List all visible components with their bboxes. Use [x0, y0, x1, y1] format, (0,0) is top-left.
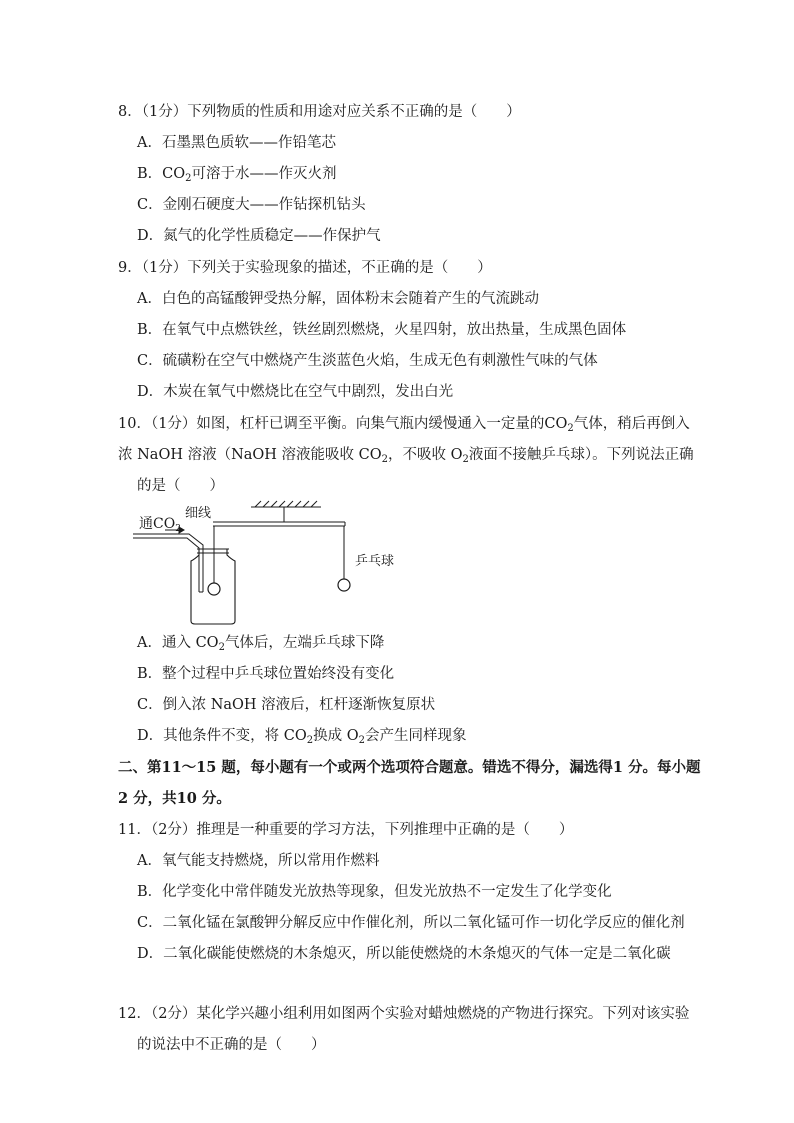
q10-option-b: B．整个过程中乒乓球位置始终没有变化 [137, 666, 395, 682]
ceiling-support [251, 501, 321, 522]
q8-option-d: D．氮气的化学性质稳定——作保护气 [137, 228, 381, 244]
q10-stem-line2: 浓 NaOH 溶液（NaOH 溶液能吸收 $CO_2$，不吸收 $O_2$液面不接触乒乓球）。下列说法正确 [118, 447, 694, 465]
q8-option-a: A．石墨黑色质软——作铅笔芯 [137, 135, 336, 151]
left-ping-pong-ball [208, 583, 220, 595]
q9-option-b: B．在氧气中点燃铁丝，铁丝剧烈燃烧，火星四射，放出热量，生成黑色固体 [137, 322, 627, 338]
q8-option-c: C．金刚石硬度大——作钻探机钻头 [137, 197, 366, 213]
fig-label-thread: 细线 [185, 506, 212, 521]
q11-stem: 11．（2分）推理是一种重要的学习方法，下列推理中正确的是（ ） [118, 822, 574, 838]
q12-stem-line1: 12．（2分）某化学兴趣小组利用如图两个实验对蜡烛燃烧的产物进行探究。下列对该实验 [118, 1006, 690, 1022]
q11-option-a: A．氧气能支持燃烧，所以常用作燃料 [137, 853, 380, 869]
q8-option-b: B．$CO_2$可溶于水——作灭火剂 [137, 166, 337, 184]
q10-stem-line1: 10．（1分）如图，杠杆已调至平衡。向集气瓶内缓慢通入一定量的$CO_2$气体，稍后再倒入 [118, 416, 690, 434]
q9-option-c: C．硫磺粉在空气中燃烧产生淡蓝色火焰，生成无色有刺激性气味的气体 [137, 353, 598, 369]
q11-option-d: D．二氧化碳能使燃烧的木条熄灭，所以能使燃烧的木条熄灭的气体一定是二氧化碳 [137, 946, 671, 962]
q9-stem: 9．（1分）下列关于实验现象的描述，不正确的是（ ） [118, 260, 492, 276]
q10-stem-line3: 的是（ ） [137, 478, 224, 494]
q10-option-a: A．通入 $CO_2$气体后，左端乒乓球下降 [137, 635, 385, 653]
q10-option-d: D．其他条件不变，将 $CO_2$换成 $O_2$会产生同样现象 [137, 728, 467, 746]
q10-option-c: C．倒入浓 NaOH 溶液后，杠杆逐渐恢复原状 [137, 697, 436, 713]
lever-bar [213, 522, 345, 526]
gas-inlet-tube [133, 534, 203, 592]
q11-option-b: B．化学变化中常伴随发光放热等现象，但发光放热不一定发生了化学变化 [137, 884, 612, 900]
right-ping-pong-ball [338, 579, 350, 591]
q11-option-c: C．二氧化锰在氯酸钾分解反应中作催化剂，所以二氧化锰可作一切化学反应的催化剂 [137, 915, 685, 931]
fig-label-ping-pong-ball: 乒乓球 [355, 554, 395, 569]
q10-lever-apparatus-figure [133, 497, 423, 625]
q8-stem: 8．（1分）下列物质的性质和用途对应关系不正确的是（ ） [118, 104, 521, 120]
section2-heading-line1: 二、第11～15 题，每小题有一个或两个选项符合题意。错选不得分，漏选得1 分。每小题 [118, 759, 701, 776]
q9-option-a: A．白色的高锰酸钾受热分解，固体粉末会随着产生的气流跳动 [137, 291, 539, 307]
q9-option-d: D．木炭在氧气中燃烧比在空气中剧烈，发出白光 [137, 384, 454, 400]
section2-heading-line2: 2 分，共10 分。 [118, 790, 231, 807]
fig-label-gas: 通$CO_2$ [139, 516, 181, 534]
q12-stem-line2: 的说法中不正确的是（ ） [137, 1037, 326, 1053]
